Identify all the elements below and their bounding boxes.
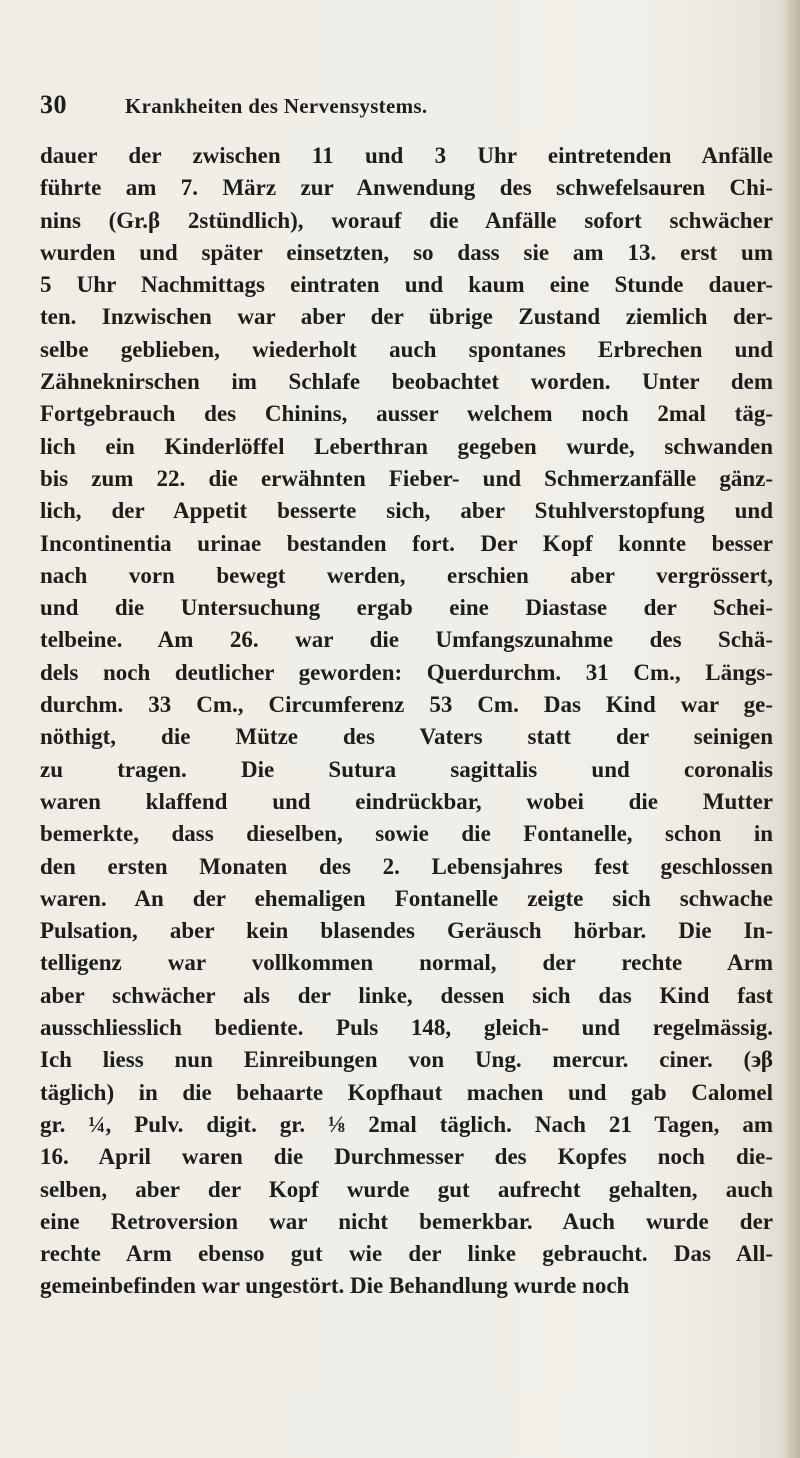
text-line: selbe geblieben, wiederholt auch spontanes Erbrechen und <box>40 336 773 362</box>
text-line: Pulsation, aber kein blasendes Geräusch hörbar. Die In- <box>40 918 773 944</box>
text-line: bis zum 22. die erwähnten Fieber- und Schmerzanfälle gänz- <box>40 465 773 491</box>
text-line: gr. ¼, Pulv. digit. gr. ⅛ 2mal täglich. Nach 21 Tagen, am <box>40 1111 773 1137</box>
text-line: nöthigt, die Mütze des Vaters statt der seinigen <box>40 724 773 750</box>
page-number: 30 <box>40 90 67 119</box>
text-line: lich, der Appetit besserte sich, aber Stuhlverstopfung und <box>40 498 773 524</box>
text-line: aber schwächer als der linke, dessen sich das Kind fast <box>40 982 773 1008</box>
text-line: 5 Uhr Nachmittags eintraten und kaum eine Stunde dauer- <box>40 272 773 298</box>
text-line: nins (Gr.β 2stündlich), worauf die Anfälle sofort schwächer <box>40 207 773 233</box>
text-line: bemerkte, dass dieselben, sowie die Fontanelle, schon in <box>40 821 773 847</box>
text-line: lich ein Kinderlöffel Leberthran gegeben wurde, schwanden <box>40 433 773 459</box>
text-line: rechte Arm ebenso gut wie der linke gebraucht. Das All- <box>40 1241 773 1267</box>
text-line: dels noch deutlicher geworden: Querdurchm. 31 Cm., Längs- <box>40 659 773 685</box>
text-line: zu tragen. Die Sutura sagittalis und coronalis <box>40 756 773 782</box>
text-line: nach vorn bewegt werden, erschien aber vergrössert, <box>40 562 773 588</box>
text-line: Incontinentia urinae bestanden fort. Der Kopf konnte besser <box>40 530 773 556</box>
text-line: waren. An der ehemaligen Fontanelle zeigte sich schwache <box>40 885 773 911</box>
page-edge-shadow <box>782 0 800 1458</box>
text-line: eine Retroversion war nicht bemerkbar. Auch wurde der <box>40 1208 773 1234</box>
text-line: dauer der zwischen 11 und 3 Uhr eintretenden Anfälle <box>40 143 773 168</box>
text-line: waren klaffend und eindrückbar, wobei die Mutter <box>40 788 773 814</box>
text-line: 16. April waren die Durchmesser des Kopfes noch die- <box>40 1144 773 1170</box>
text-line: gemeinbefinden war ungestört. Die Behandlung wurde noch <box>40 1273 630 1299</box>
text-line: selben, aber der Kopf wurde gut aufrecht gehalten, auch <box>40 1176 773 1202</box>
text-line: und die Untersuchung ergab eine Diastase der Schei- <box>40 595 773 621</box>
text-line: telligenz war vollkommen normal, der rechte Arm <box>40 950 773 976</box>
text-line: durchm. 33 Cm., Circumferenz 53 Cm. Das Kind war ge- <box>40 692 773 718</box>
body-text <box>40 140 773 1303</box>
text-line: ten. Inzwischen war aber der übrige Zustand ziemlich der- <box>40 304 773 330</box>
text-line: den ersten Monaten des 2. Lebensjahres fest geschlossen <box>40 853 773 879</box>
running-head: Krankheiten des Nervensystems. <box>125 94 428 118</box>
text-line: Fortgebrauch des Chinins, ausser welchem noch 2mal täg- <box>40 401 773 427</box>
text-line: telbeine. Am 26. war die Umfangszunahme des Schä- <box>40 627 773 653</box>
text-line: wurden und später einsetzten, so dass sie am 13. erst um <box>40 239 773 265</box>
text-line: führte am 7. März zur Anwendung des schwefelsauren Chi- <box>40 175 773 201</box>
text-line: täglich) in die behaarte Kopfhaut machen und gab Calomel <box>40 1079 773 1105</box>
text-line: ausschliesslich bediente. Puls 148, gleich- und regelmässig. <box>40 1015 773 1041</box>
text-line: Zähneknirschen im Schlafe beobachtet worden. Unter dem <box>40 369 773 395</box>
text-line: Ich liess nun Einreibungen von Ung. mercur. ciner. (϶β <box>40 1047 773 1073</box>
page-header <box>0 88 800 128</box>
